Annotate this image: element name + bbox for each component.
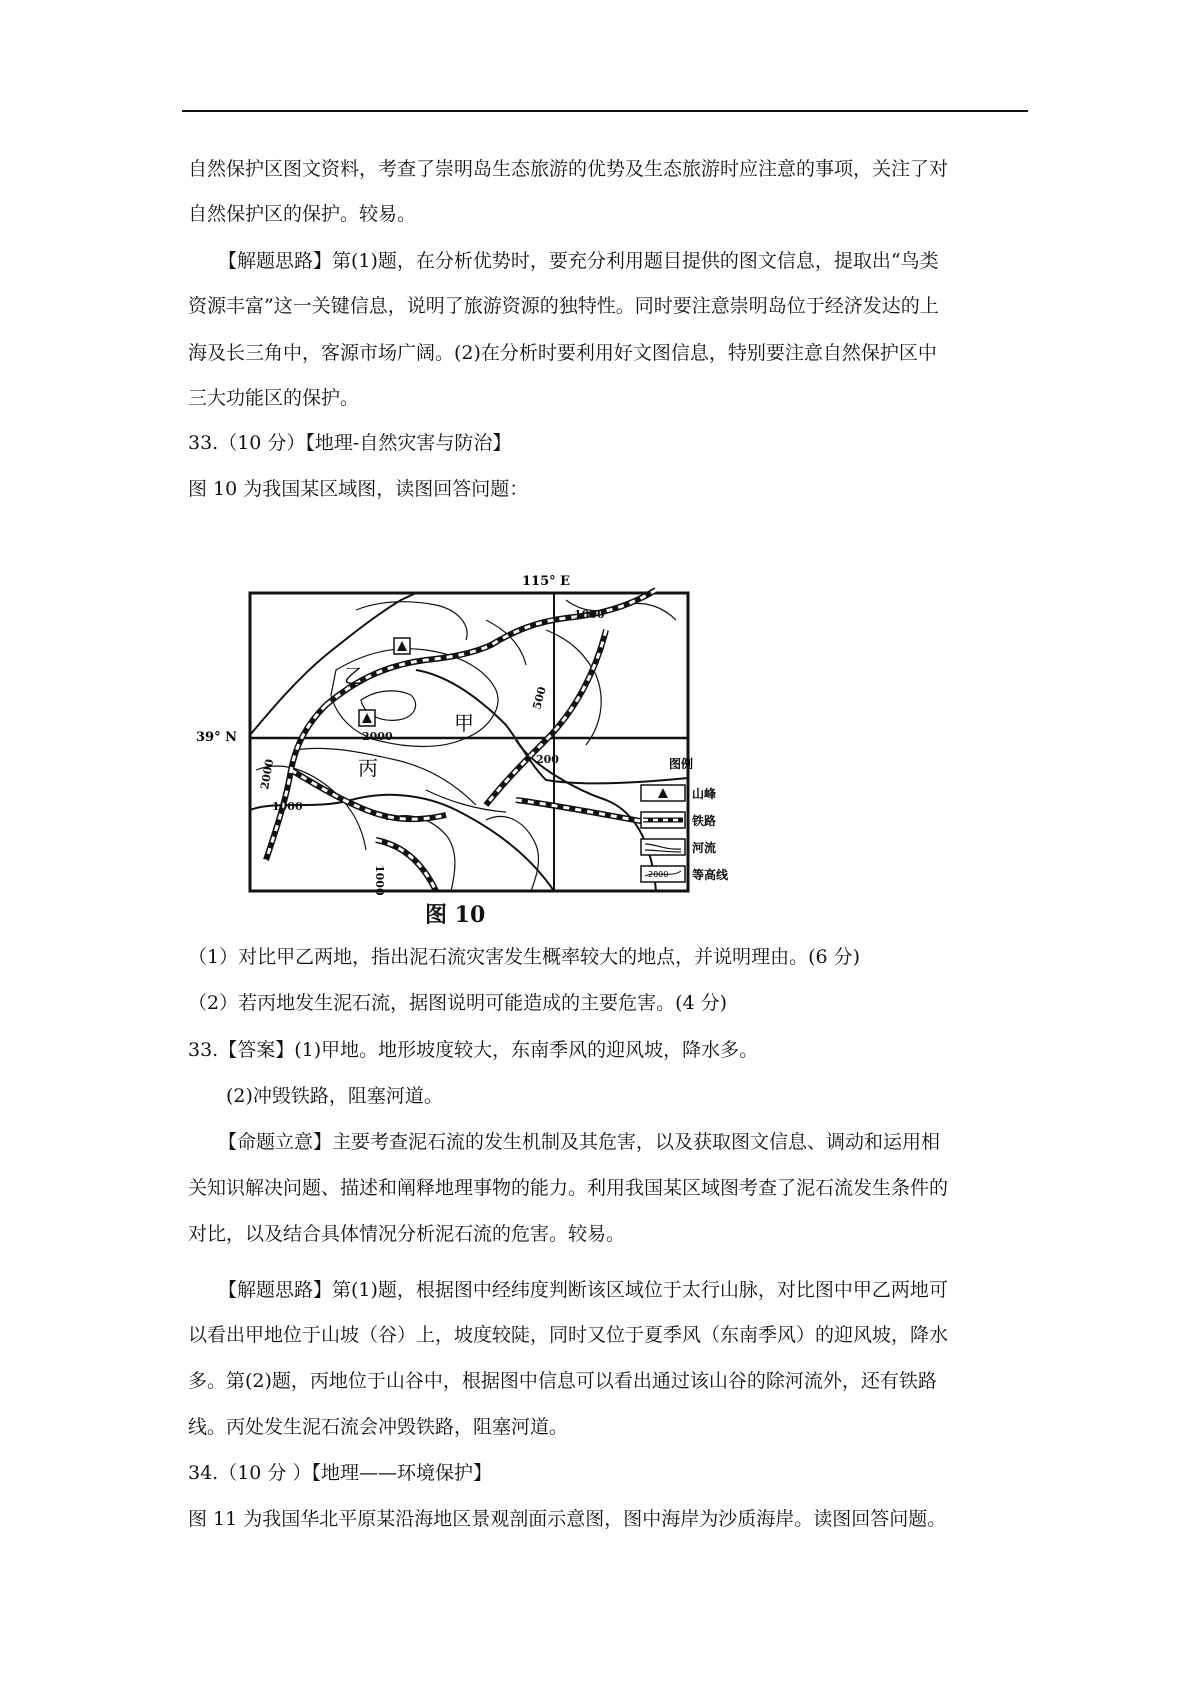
text-line: 【解题思路】第(1)题，在分析优势时，要充分利用题目提供的图文信息，提取出“鸟类 bbox=[218, 250, 939, 272]
text-line: 图 11 为我国华北平原某沿海地区景观剖面示意图，图中海岸为沙质海岸。读图回答问题。 bbox=[188, 1508, 947, 1530]
legend-title: 图例 bbox=[669, 757, 694, 771]
text-line: 多。第(2)题，丙地位于山谷中，根据图中信息可以看出通过该山谷的除河流外，还有铁路 bbox=[188, 1370, 937, 1392]
answer-heading: 33.【答案】(1)甲地。地形坡度较大，东南季风的迎风坡，降水多。 bbox=[188, 1039, 759, 1061]
text-line: （2）若丙地发生泥石流，据图说明可能造成的主要危害。(4 分) bbox=[188, 992, 728, 1014]
text-line: 图 10 为我国某区域图，读图回答问题： bbox=[188, 478, 529, 500]
figure-10-map bbox=[186, 560, 806, 900]
contour-label: 2000 bbox=[362, 730, 393, 743]
text-line: 自然保护区的保护。较易。 bbox=[188, 203, 417, 225]
peak-icon bbox=[394, 638, 410, 654]
place-yi: 乙 bbox=[344, 664, 364, 688]
legend-contour: 等高线 bbox=[692, 868, 729, 882]
legend-river: 河流 bbox=[692, 841, 717, 855]
contour-label: 2000 bbox=[258, 758, 277, 791]
text-line: 【命题立意】主要考查泥石流的发生机制及其危害，以及获取图文信息、调动和运用相 bbox=[218, 1131, 941, 1153]
contour-label: 200 bbox=[536, 753, 559, 766]
question-heading: 33.（10 分）【地理-自然灾害与防治】 bbox=[188, 432, 512, 454]
text-line: 自然保护区图文资料，考查了崇明岛生态旅游的优势及生态旅游时应注意的事项，关注了对 bbox=[188, 158, 949, 180]
place-jia: 甲 bbox=[454, 711, 474, 735]
legend-peak: 山峰 bbox=[692, 787, 717, 801]
text-line: 海及长三角中，客源市场广阔。(2)在分析时要利用好文图信息，特别要注意自然保护区中 bbox=[188, 342, 937, 364]
contour-label: 500 bbox=[530, 685, 549, 711]
text-line: 线。丙处发生泥石流会冲毁铁路，阻塞河道。 bbox=[188, 1416, 569, 1438]
longitude-label: 115° E bbox=[522, 574, 571, 589]
text-line: 对比，以及结合具体情况分析泥石流的危害。较易。 bbox=[188, 1223, 626, 1245]
text-line: (2)冲毁铁路，阻塞河道。 bbox=[226, 1085, 443, 1107]
legend-railway: 铁路 bbox=[692, 814, 717, 828]
text-line: 三大功能区的保护。 bbox=[188, 387, 360, 409]
contour-label: 1000 bbox=[373, 865, 386, 896]
contour-label: 1000 bbox=[272, 800, 303, 813]
text-line: 以看出甲地位于山坡（谷）上，坡度较陡，同时又位于夏季风（东南季风）的迎风坡，降水 bbox=[188, 1324, 949, 1346]
place-bing: 丙 bbox=[358, 756, 378, 780]
top-rule bbox=[182, 110, 1028, 112]
text-line: 【解题思路】第(1)题，根据图中经纬度判断该区域位于太行山脉，对比图中甲乙两地可 bbox=[218, 1279, 948, 1301]
legend-contour-sample: 2000 bbox=[648, 870, 669, 879]
contour-label: 1000 bbox=[574, 608, 605, 621]
map-frame bbox=[250, 593, 688, 891]
figure-caption: 图 10 bbox=[425, 902, 486, 928]
text-line: 资源丰富”这一关键信息，说明了旅游资源的独特性。同时要注意崇明岛位于经济发达的上 bbox=[188, 295, 939, 317]
latitude-label: 39° N bbox=[196, 730, 237, 745]
text-line: 关知识解决问题、描述和阐释地理事物的能力。利用我国某区域图考查了泥石流发生条件的 bbox=[188, 1177, 949, 1199]
peak-icon bbox=[359, 710, 375, 726]
text-line: （1）对比甲乙两地，指出泥石流灾害发生概率较大的地点，并说明理由。(6 分) bbox=[188, 946, 861, 968]
question-heading: 34.（10 分 ）【地理——环境保护】 bbox=[188, 1462, 492, 1484]
